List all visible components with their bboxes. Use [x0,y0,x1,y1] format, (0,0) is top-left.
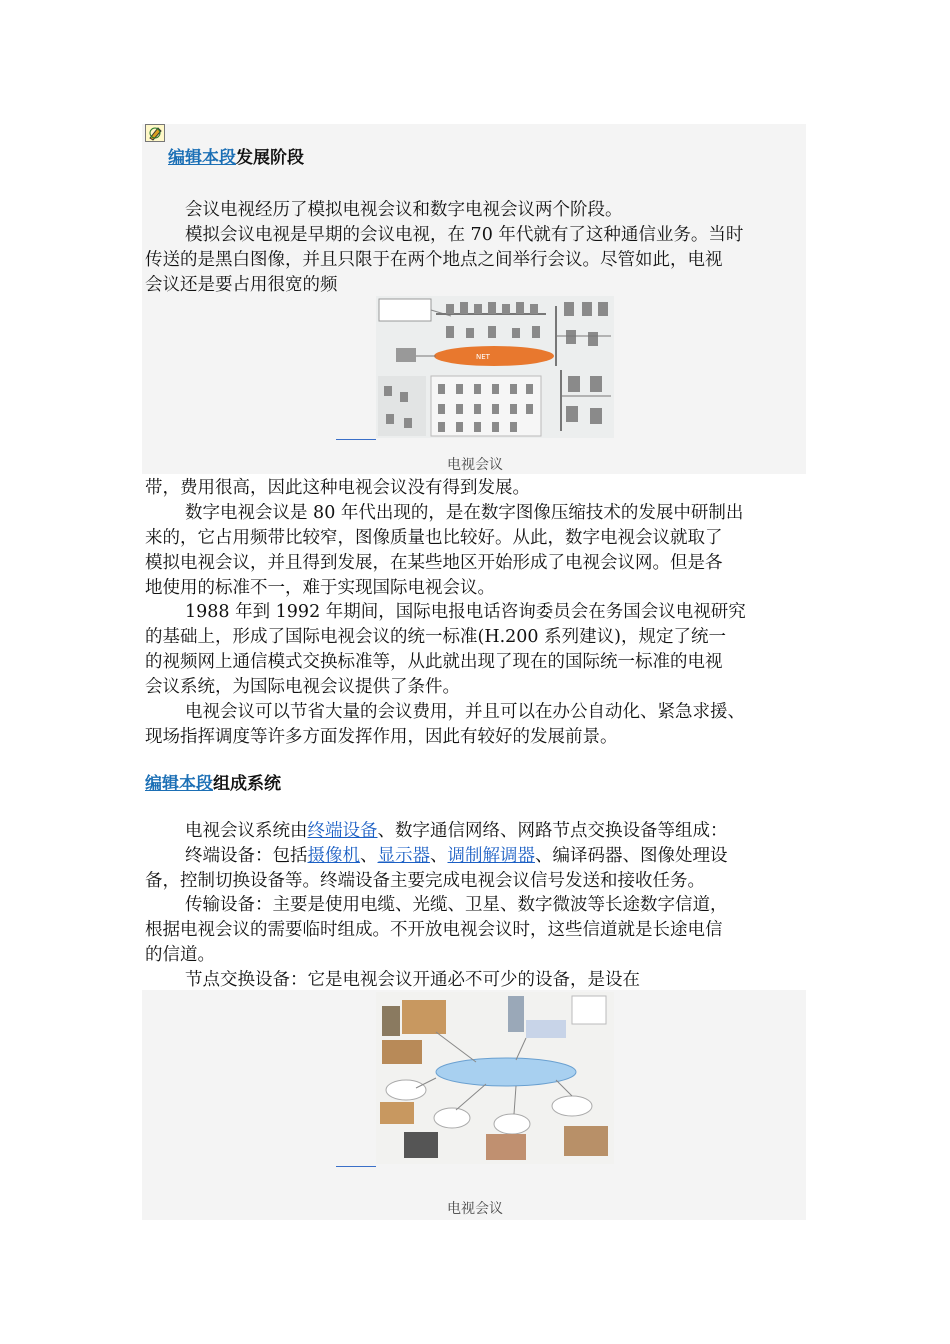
paragraph-line: 会议电视经历了模拟电视会议和数字电视会议两个阶段。 [185,200,623,220]
paragraph-line: 来的，它占用频带比较窄，图像质量也比较好。从此，数字电视会议就取了 [145,528,723,548]
text-segment: 终端设备：包括 [185,846,308,866]
image-link-underline[interactable] [336,439,376,440]
paragraph-line: 传送的是黑白图像，并且只限于在两个地点之间举行会议。尽管如此，电视 [145,250,723,270]
paragraph-line [185,819,728,844]
paragraph-line: 传输设备：主要是使用电缆、光缆、卫星、数字微波等长途数字信道， [185,895,728,915]
paragraph-line: 的基础上，形成了国际电视会议的统一标准(H.200 系列建议)，规定了统一 [145,627,726,647]
paragraph-line: 电视会议可以节省大量的会议费用，并且可以在办公自动化、紧急求援、 [185,702,745,722]
conference-network-diagram-image [376,296,614,438]
text-segment: 、 [430,846,448,866]
paragraph-line: 地使用的标准不一，难于实现国际电视会议。 [145,578,495,598]
paragraph-line: 节点交换设备：它是电视会议开通必不可少的设备，是设在 [185,970,640,990]
paragraph-line: 模拟电视会议，并且得到发展，在某些地区开始形成了电视会议网。但是各 [145,553,723,573]
link-modem[interactable]: 调制解调器 [447,846,535,866]
paragraph-line: 1988 年到 1992 年期间，国际电报电话咨询委员会在务国会议电视研究 [185,602,746,622]
paragraph-line: 的信道。 [145,945,215,965]
paragraph-line: 带，费用很高，因此这种电视会议没有得到发展。 [145,478,530,498]
image-link-underline[interactable] [336,1166,376,1167]
text-segment: 、编译码器、图像处理设 [535,846,728,866]
section-title: 组成系统 [213,774,281,794]
paragraph-line: 模拟会议电视是早期的会议电视，在 70 年代就有了这种通信业务。当时 [185,225,744,245]
paragraph-line: 根据电视会议的需要临时组成。不开放电视会议时，这些信道就是长途电信 [145,920,723,940]
paragraph-line: 会议系统，为国际电视会议提供了条件。 [145,677,460,697]
text-segment: 、数字通信网络、网路节点交换设备等组成： [377,821,728,841]
edit-section-link[interactable]: 编辑本段 [168,148,236,168]
edit-section-link[interactable]: 编辑本段 [145,774,213,794]
figure-caption: 电视会议 [447,457,503,473]
link-display[interactable]: 显示器 [377,846,430,866]
text-segment: 、 [360,846,378,866]
link-terminal-equipment[interactable]: 终端设备 [307,821,378,841]
paragraph-line: 数字电视会议是 80 年代出现的，是在数字图像压缩技术的发展中研制出 [185,503,744,523]
figure-caption: 电视会议 [447,1201,503,1217]
paragraph-line: 备，控制切换设备等。终端设备主要完成电视会议信号发送和接收任务。 [145,871,705,891]
section-heading-development [168,146,304,170]
paragraph-line [185,844,728,869]
svg-text:NET: NET [476,353,490,361]
link-camera[interactable]: 摄像机 [307,846,360,866]
paragraph-line: 的视频网上通信模式交换标准等，从此就出现了现在的国际统一标准的电视 [145,652,723,672]
text-segment: 电视会议系统由 [185,821,308,841]
paragraph-line: 会议还是要占用很宽的频 [145,275,338,295]
section-heading-components [145,772,281,796]
paragraph-line: 现场指挥调度等许多方面发挥作用，因此有较好的发展前景。 [145,727,618,747]
section-title: 发展阶段 [236,148,304,168]
edit-pencil-icon[interactable] [145,124,165,142]
video-conference-topology-image [376,992,614,1164]
